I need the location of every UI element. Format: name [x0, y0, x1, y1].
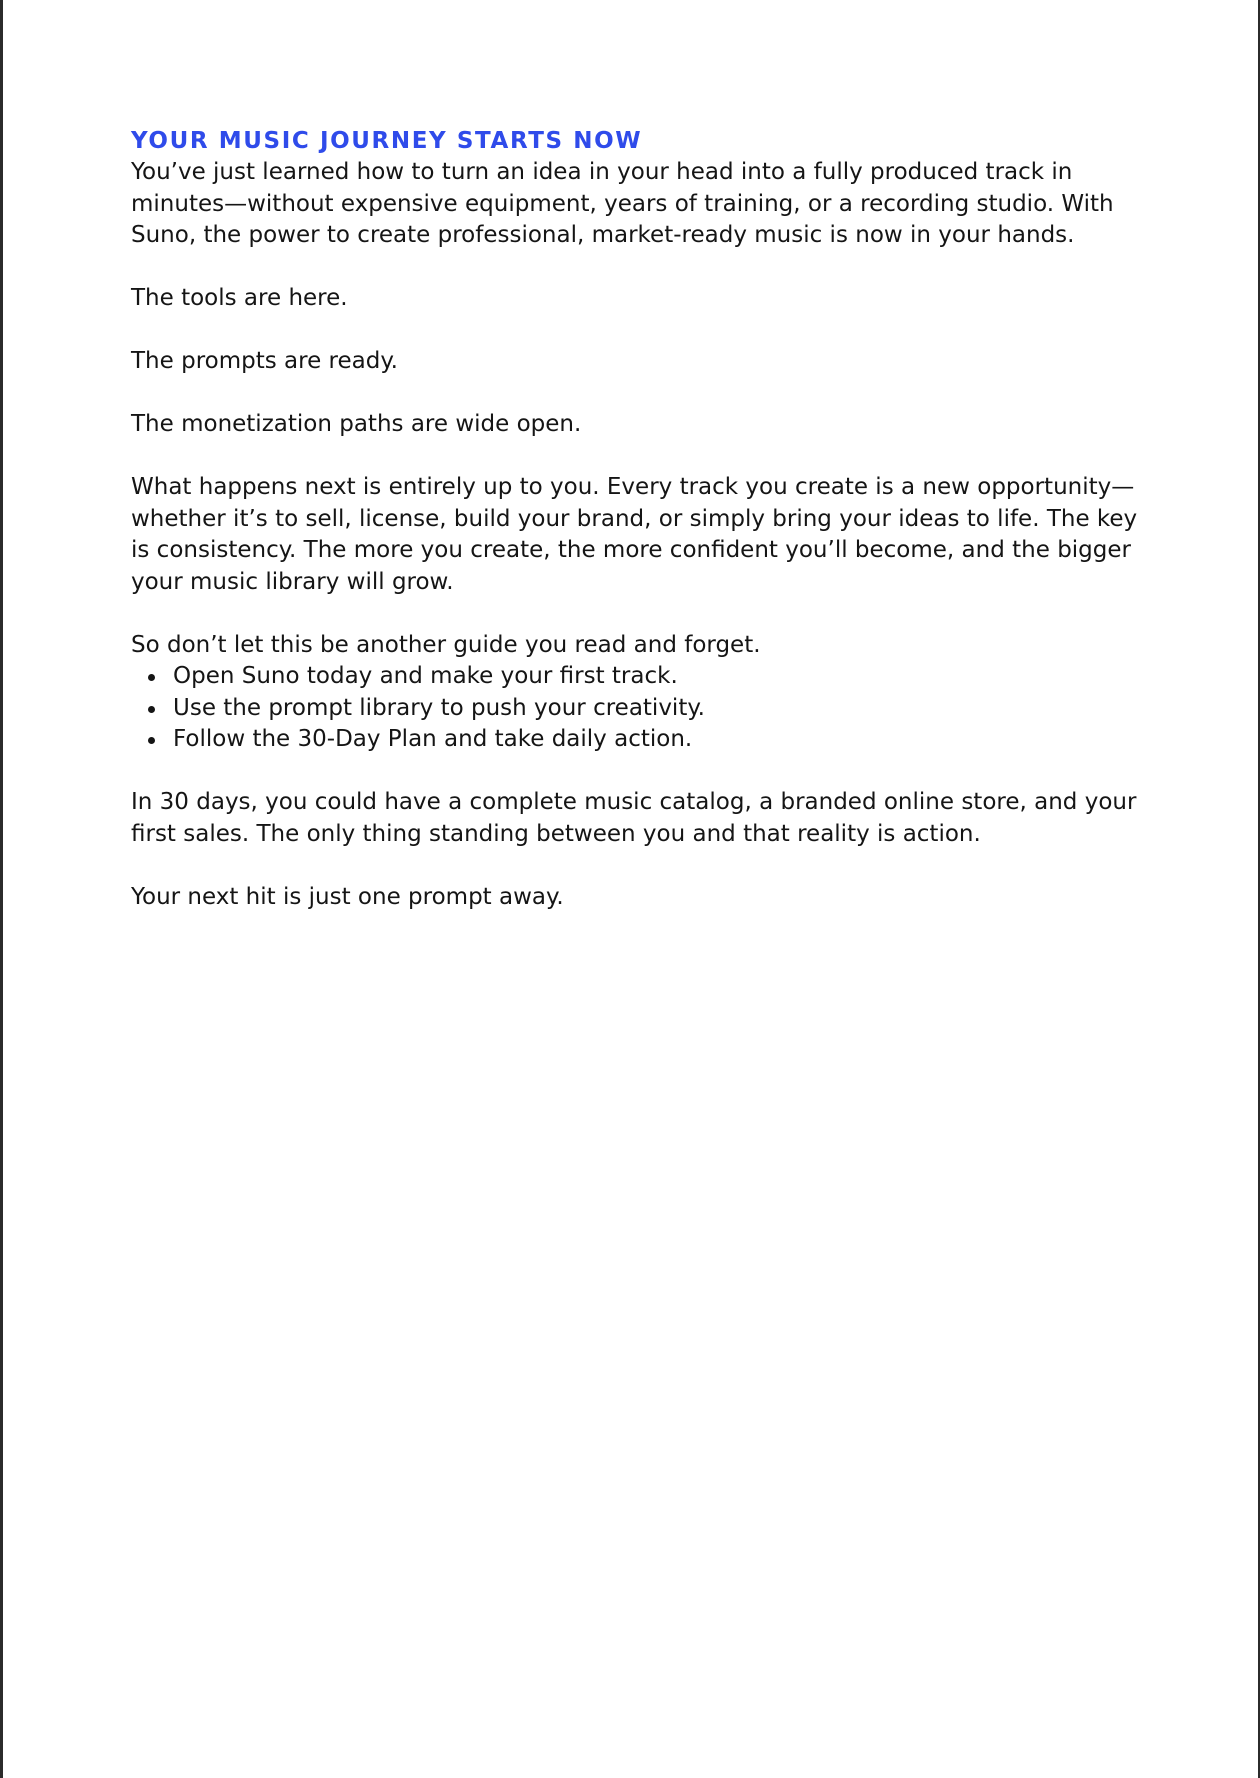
document-page — [3, 0, 1260, 1778]
intro-paragraph: You’ve just learned how to turn an idea in your head into a fully produced track in minutes—without expensive equipment, years of training, or a recording studio. With Suno, the power to create professional, market-ready music is now in your hands. — [131, 159, 1114, 248]
prompts-line: The prompts are ready. — [131, 348, 398, 374]
tools-line: The tools are here. — [131, 285, 348, 311]
list-item-text: Use the prompt library to push your creativity. — [173, 694, 705, 721]
bullet-icon — [148, 706, 155, 713]
monetization-line: The monetization paths are wide open. — [131, 411, 582, 437]
list-item-text: Follow the 30-Day Plan and take daily action. — [173, 726, 693, 752]
list-item — [131, 661, 1141, 693]
list-item-text: Open Suno today and make your first track. — [173, 663, 678, 689]
call-to-action-line: So don’t let this be another guide you read and forget. — [131, 631, 761, 658]
list-item — [131, 693, 1141, 725]
closing-line: Your next hit is just one prompt away. — [131, 883, 564, 910]
list-item — [131, 724, 1141, 756]
page-content — [131, 126, 1141, 945]
section-heading: YOUR MUSIC JOURNEY STARTS NOW — [131, 128, 643, 154]
thirty-days-paragraph: In 30 days, you could have a complete music catalog, a branded online store, and your first sales. The only thing standing between you and that reality is action. — [131, 789, 1137, 847]
action-list — [131, 661, 1141, 756]
next-steps-paragraph: What happens next is entirely up to you. Every track you create is a new opportunity—whether it’s to sell, license, build your brand, or simply bring your ideas to life. The key is consistency. The more you create, the more confident you’ll become, and the bigger your music library will grow. — [131, 474, 1138, 595]
bullet-icon — [148, 737, 155, 744]
bullet-icon — [148, 674, 155, 681]
